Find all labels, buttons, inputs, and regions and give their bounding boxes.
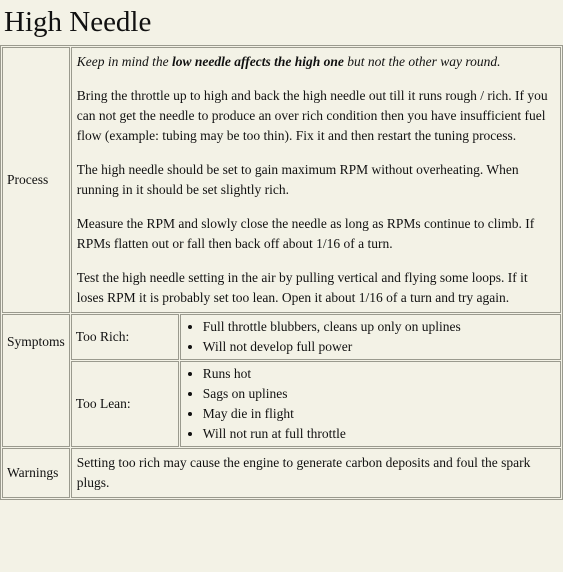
list-item: • Runs hot	[203, 364, 556, 384]
list-item: • Full throttle blubbers, cleans up only on uplines	[203, 317, 556, 337]
process-label: Process	[2, 47, 70, 313]
symptoms-lean-row	[2, 361, 561, 447]
symptoms-rich-row	[2, 314, 561, 360]
too-rich-label: Too Rich:	[71, 314, 179, 360]
list-item: • Will not run at full throttle	[203, 424, 556, 444]
too-rich-list	[180, 314, 561, 360]
intro-bold: low needle affects the high one	[172, 54, 344, 69]
process-paragraph-3: Measure the RPM and slowly close the needle as long as RPMs continue to climb. If RPMs flatten out or fall then back off about 1/16 of a turn.	[76, 216, 535, 251]
list-item: • Sags on uplines	[203, 384, 556, 404]
process-paragraph-4: Test the high needle setting in the air by pulling vertical and flying some loops. If it loses RPM it is probably set too lean. Open it about 1/16 of a turn and try again.	[76, 270, 528, 305]
warnings-text: Setting too rich may cause the engine to generate carbon deposits and foul the spark plugs.	[71, 448, 561, 498]
process-content	[71, 47, 561, 313]
symptoms-label: Symptoms	[2, 314, 70, 447]
list-item: • Will not develop full power	[203, 337, 556, 357]
page-title: High Needle	[4, 6, 152, 38]
tuning-table	[0, 45, 563, 500]
intro-post: but not the other way round.	[343, 54, 501, 69]
process-row	[2, 47, 561, 313]
warnings-label: Warnings	[2, 448, 70, 498]
too-lean-list	[180, 361, 561, 447]
process-paragraph-1: Bring the throttle up to high and back the high needle out till it runs rough / rich. If you can not get the needle to produce an over rich condition then you have insufficient fuel flow (example: tubing may be too thin). Fix it and then restart the tuning process.	[76, 88, 548, 143]
warnings-row	[2, 448, 561, 498]
process-paragraph-2: The high needle should be set to gain maximum RPM without overheating. When running in it should be set slightly rich.	[76, 162, 519, 197]
intro-pre: Keep in mind the	[76, 54, 172, 69]
list-item: • May die in flight	[203, 404, 556, 424]
too-lean-label: Too Lean:	[71, 361, 179, 447]
intro-note	[77, 52, 555, 72]
